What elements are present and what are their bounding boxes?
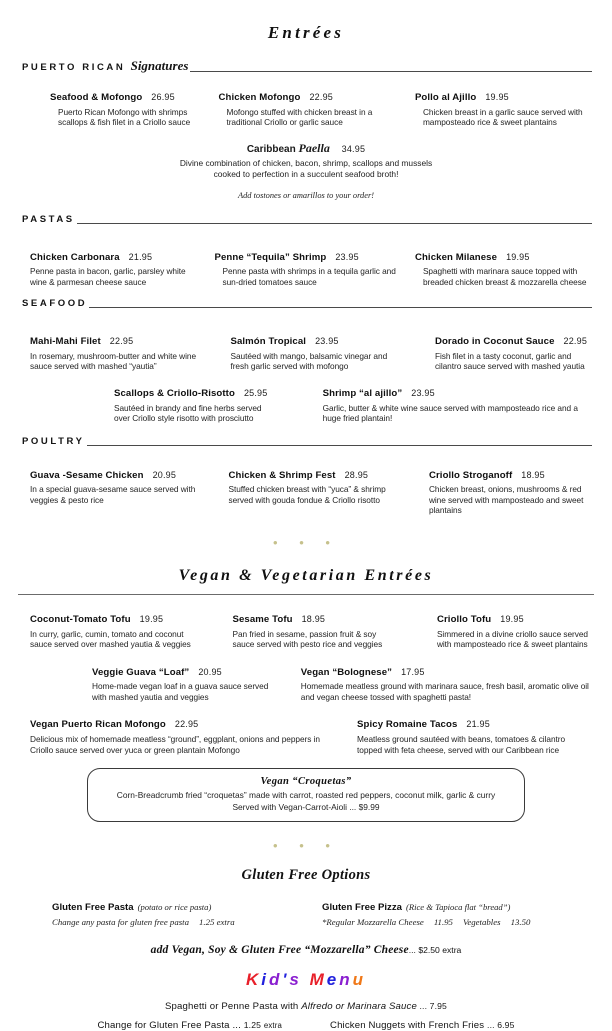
kids-title-letter-3: ' — [282, 970, 290, 990]
feature-description-line1: Divine combination of chicken, bacon, shrimp, scallops and mussels — [179, 157, 433, 168]
item-row-vegan-2 — [14, 662, 598, 703]
gluten-free-pasta-item[interactable] — [52, 897, 306, 927]
item-description: Chicken breast, onions, mushrooms & red wine served with mamposteado and sweet plantains — [428, 484, 584, 516]
item-name: Shrimp “al ajillo” — [322, 388, 403, 400]
menu-item[interactable] — [14, 465, 208, 516]
item-description: In rosemary, mushroom-butter and white wine sauce served with mashed “yautia” — [30, 350, 197, 372]
menu-item[interactable] — [14, 662, 277, 703]
item-name: Dorado in Coconut Sauce — [434, 336, 555, 348]
croquetas-line2: Served with Vegan-Carrot-Aioli ... $9.99 — [232, 801, 380, 812]
feature-price: 34.95 — [341, 143, 366, 154]
page-title: Entrées — [267, 23, 345, 42]
category-rule — [89, 307, 592, 308]
category-label: POULTRY — [22, 435, 85, 447]
category-label: PUERTO RICAN Signatures — [22, 58, 189, 73]
item-price: 1.25 extra — [199, 917, 235, 928]
item-name: Seafood & Mofongo — [50, 92, 143, 103]
kids-title-letter-4: s — [289, 970, 302, 990]
item-description: In curry, garlic, cumin, tomato and coconut sauce served over mashed yautia & veggies — [30, 628, 191, 650]
menu-item[interactable] — [208, 465, 402, 516]
item-price: 21.95 — [466, 719, 490, 730]
item-price: 20.95 — [198, 666, 222, 677]
kids-item-price: ... 7.95 — [416, 1001, 447, 1012]
menu-item[interactable] — [14, 383, 283, 424]
item-description: Homemade meatless ground with marinara sauce, fresh basil, aromatic olive oil and vegan cheese tossed with spaghetti pasta! — [300, 681, 589, 702]
item-name: Gluten Free Pizza — [322, 902, 402, 914]
kids-item-pasta[interactable] — [0, 1001, 612, 1012]
kids-change-text: Change for Gluten Free Pasta ... — [97, 1020, 244, 1031]
category-rule — [87, 445, 592, 446]
menu-item[interactable] — [208, 247, 402, 288]
category-rule — [190, 71, 592, 72]
menu-item[interactable] — [208, 331, 402, 372]
menu-item[interactable] — [14, 87, 208, 128]
kids-item-sauce: Alfredo or Marinara Sauce — [301, 1001, 417, 1013]
croquetas-special-box[interactable] — [87, 768, 525, 822]
kids-item-nuggets[interactable] — [330, 1020, 515, 1031]
gluten-free-pizza-item[interactable] — [306, 897, 560, 927]
item-note: (potato or rice pasta) — [137, 902, 212, 913]
item-price: 19.95 — [139, 614, 164, 625]
item-note: (Rice & Tapioca flat “bread”) — [405, 902, 511, 913]
item-row-poultry — [14, 465, 598, 516]
item-price: 22.95 — [174, 719, 199, 730]
kids-nuggets-price: ... 6.95 — [487, 1020, 515, 1031]
kids-menu-row — [0, 1020, 612, 1031]
item-description: Puerto Rican Mofongo with shrimps scallops & fish filet in a Criollo sauce — [58, 106, 191, 128]
item-description: Change any pasta for gluten free pasta — [52, 917, 189, 928]
item-name: Criollo Stroganoff — [428, 469, 513, 481]
menu-item[interactable] — [403, 465, 598, 516]
item-name: Guava -Sesame Chicken — [30, 469, 144, 481]
menu-item[interactable] — [403, 247, 598, 288]
item-price: 22.95 — [563, 336, 588, 347]
item-description: In a special guava-sesame sauce served with veggies & pesto rice — [30, 484, 196, 505]
item-price: 20.95 — [152, 469, 177, 480]
item-name: Salmón Tropical — [230, 336, 307, 348]
mozzarella-addon-price: ... $2.50 extra — [408, 945, 462, 956]
item-price: 23.95 — [411, 388, 435, 399]
gluten-free-row — [52, 897, 560, 927]
item-description: Chicken breast in a garlic sauce served with mamposteado rice & sweet plantains — [422, 106, 583, 128]
item-price: 18.95 — [301, 614, 326, 625]
kids-item-gf-change[interactable] — [97, 1020, 282, 1031]
item-name: Coconut-Tomato Tofu — [30, 614, 131, 626]
item-price: 28.95 — [344, 469, 369, 480]
menu-item[interactable] — [208, 609, 402, 650]
item-price: 23.95 — [315, 336, 339, 347]
item-option-price: 13.50 — [510, 917, 531, 928]
kids-title-letter-8: n — [339, 970, 353, 990]
item-name: Criollo Tofu — [436, 614, 492, 626]
category-label: PASTAS — [22, 213, 75, 225]
item-option: Vegetables — [462, 917, 501, 928]
kids-title-letter-6: M — [309, 970, 327, 990]
item-name: Vegan Puerto Rican Mofongo — [30, 719, 166, 731]
menu-item[interactable] — [14, 609, 208, 650]
menu-item[interactable] — [403, 609, 598, 650]
item-description: Garlic, butter & white wine sauce served with mamposteado rice and a huge fried plantain! — [322, 402, 578, 424]
item-name: Pollo al Ajillo — [414, 92, 477, 103]
menu-item[interactable] — [277, 662, 598, 703]
item-name: Veggie Guava “Loaf” — [92, 666, 190, 678]
item-description: Delicious mix of homemade meatless “ground”, eggplant, onions and peppers in Criollo sauce served over yuca or green plantain Mofongo — [30, 733, 320, 755]
item-name: Spicy Romaine Tacos — [357, 719, 458, 731]
section-title-gluten-free: Gluten Free Options — [241, 867, 371, 884]
item-price: 11.95 — [433, 917, 453, 928]
feature-name-row — [0, 141, 612, 156]
category-header-seafood — [22, 298, 592, 310]
item-name: Chicken Mofongo — [218, 92, 301, 103]
item-description: Sautéed in brandy and fine herbs served over Criollo style risotto with prosciutto — [114, 402, 262, 424]
category-label: SEAFOOD — [22, 298, 88, 310]
category-rule — [77, 223, 592, 224]
kids-title-letter-2: d — [268, 970, 283, 990]
item-name: Vegan “Bolognese” — [300, 666, 393, 678]
menu-item[interactable] — [341, 714, 598, 755]
item-row-vegan-3 — [14, 714, 598, 755]
item-name: Chicken Milanese — [414, 251, 498, 263]
item-name: Sesame Tofu — [232, 614, 293, 626]
item-row-puerto-rican — [14, 87, 598, 128]
croquetas-title: Vegan “Croquetas” — [260, 776, 352, 788]
item-name: Mahi-Mahi Filet — [30, 336, 101, 348]
item-description: Sautéed with mango, balsamic vinegar and fresh garlic served with mofongo — [230, 350, 388, 372]
mozzarella-addon-line — [0, 944, 612, 956]
vegan-section-rule — [18, 594, 594, 595]
mozzarella-addon-text: add Vegan, Soy & Gluten Free “Mozzarella” Cheese — [150, 944, 409, 957]
item-price: 19.95 — [506, 251, 530, 262]
item-row-seafood-1 — [14, 331, 598, 372]
category-header-puerto-rican — [22, 60, 592, 74]
item-description: Spaghetti with marinara sauce topped with breaded chicken breast & mozzarella cheese — [422, 266, 587, 287]
menu-item[interactable] — [283, 383, 598, 424]
kids-title-letter-9: u — [352, 970, 367, 990]
item-description: Simmered in a divine criollo sauce served with mamposteado rice & sweet plantains — [436, 628, 588, 650]
feature-item-paella[interactable] — [0, 141, 612, 180]
item-name: Chicken & Shrimp Fest — [228, 469, 336, 481]
croquetas-line1: Corn-Breadcrumb fried “croquetas” made with carrot, roasted red peppers, coconut milk, garlic & curry — [116, 790, 496, 801]
item-name: Gluten Free Pasta — [52, 902, 134, 914]
item-price: 25.95 — [243, 388, 268, 399]
item-price: 18.95 — [521, 469, 545, 480]
item-description: Home-made vegan loaf in a guava sauce served with mashed yautia and veggies — [92, 681, 269, 702]
item-name: Chicken Carbonara — [30, 251, 120, 263]
item-price: 26.95 — [151, 92, 175, 102]
menu-item[interactable] — [403, 87, 598, 128]
menu-item[interactable] — [14, 331, 208, 372]
kids-title-letter-7: e — [326, 970, 340, 990]
kids-title-letter-5 — [302, 970, 310, 990]
item-description: Fish filet in a tasty coconut, garlic and cilantro sauce served with mashed yautia — [434, 350, 585, 372]
menu-item[interactable] — [14, 247, 208, 288]
item-description: Pan fried in sesame, passion fruit & soy sauce served with pesto rice and veggies — [232, 628, 383, 650]
item-description: Stuffed chicken breast with “yuca” & shrimp served with gouda fondue & Criollo risotto — [228, 484, 386, 505]
item-price: 22.95 — [109, 336, 134, 347]
category-header-poultry — [22, 436, 592, 448]
kids-item-text: Spaghetti or Penne Pasta with — [165, 1001, 302, 1013]
item-price: 17.95 — [401, 666, 425, 677]
item-description: *Regular Mozzarella Cheese — [322, 917, 424, 928]
addon-note: Add tostones or amarillos to your order! — [237, 190, 374, 200]
item-row-vegan-1 — [14, 609, 598, 650]
dots-separator: • • • — [273, 838, 339, 854]
item-price: 23.95 — [335, 251, 359, 262]
item-description: Penne pasta with shrimps in a tequila garlic and sun-dried tomatoes sauce — [222, 266, 396, 287]
kids-title-letter-0: K — [245, 970, 262, 990]
item-price: 21.95 — [128, 251, 153, 262]
menu-item[interactable] — [403, 331, 598, 372]
feature-description-line2: cooked to perfection in a succulent seafood broth! — [213, 168, 399, 179]
item-price: 22.95 — [309, 92, 333, 102]
menu-item[interactable] — [14, 714, 341, 755]
item-price: 19.95 — [500, 614, 524, 625]
feature-name-script: Paella — [298, 140, 330, 155]
menu-item[interactable] — [208, 87, 402, 128]
section-title-kids-menu — [0, 970, 612, 990]
section-title-vegan: Vegan & Vegetarian Entrées — [178, 567, 434, 585]
dots-separator: • • • — [273, 535, 339, 551]
croquetas-box-wrapper — [0, 768, 612, 822]
item-row-pastas — [14, 247, 598, 288]
kids-nuggets-text: Chicken Nuggets with French Fries — [329, 1020, 488, 1031]
item-name: Scallops & Criollo-Risotto — [114, 388, 235, 400]
feature-name-plain: Caribbean — [246, 143, 296, 155]
item-row-seafood-2 — [14, 383, 598, 424]
kids-change-extra: extra — [263, 1021, 282, 1031]
item-description: Mofongo stuffed with chicken breast in a traditional Criollo or garlic sauce — [226, 106, 373, 128]
item-description: Meatless ground sautéed with beans, tomatoes & cilantro topped with feta cheese, served with our Caribbean rice — [357, 733, 566, 755]
category-header-pastas — [22, 214, 592, 226]
item-description: Penne pasta in bacon, garlic, parsley white wine & parmesan cheese sauce — [30, 266, 186, 287]
kids-change-price: 1.25 — [243, 1020, 262, 1031]
item-name: Penne “Tequila” Shrimp — [214, 251, 327, 263]
item-price: 19.95 — [485, 92, 509, 102]
kids-title-letter-1: i — [261, 970, 269, 990]
